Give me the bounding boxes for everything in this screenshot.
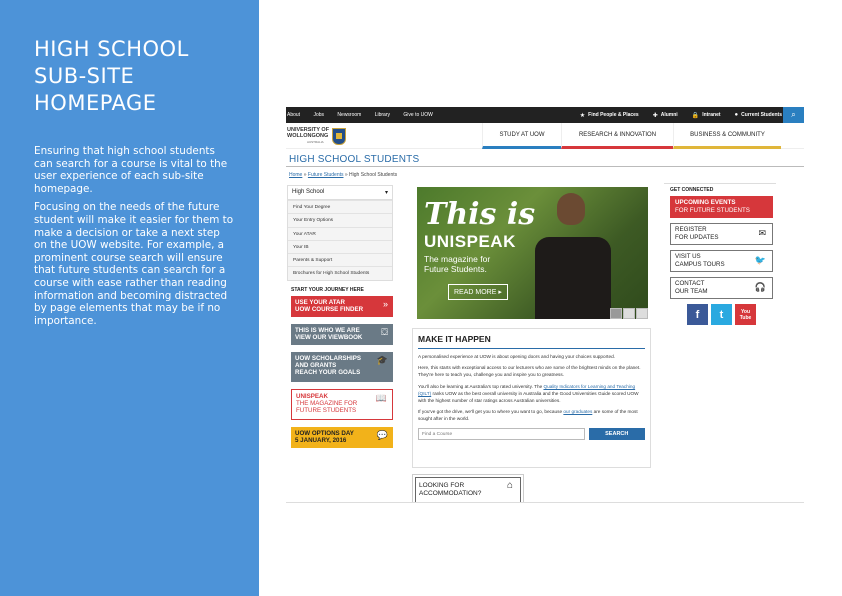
viewbook-button[interactable]: THIS IS WHO WE ARE VIEW OUR VIEWBOOK ⛋ bbox=[291, 324, 393, 345]
mail-icon: ✉ bbox=[758, 228, 766, 238]
menu-header[interactable]: High School ▾ bbox=[288, 186, 392, 200]
unispeak-hero-banner[interactable] bbox=[417, 187, 648, 319]
menu-item[interactable]: Find Your Degree bbox=[288, 200, 392, 213]
link-alumni[interactable]: ✚ Alumni bbox=[652, 112, 678, 119]
course-search-button[interactable]: SEARCH bbox=[589, 428, 645, 440]
graduates-link[interactable]: our graduates bbox=[563, 409, 593, 415]
utility-bar bbox=[286, 107, 804, 123]
breadcrumb-future[interactable]: Future Students bbox=[307, 172, 344, 178]
uow-logo[interactable]: UNIVERSITY OF WOLLONGONG AUSTRALIA bbox=[287, 127, 346, 145]
menu-item[interactable]: Parents & Support bbox=[288, 253, 392, 266]
description-panel bbox=[0, 0, 259, 596]
paragraph: A personalised experience at UOW is about opening doors and having your choices supported. bbox=[418, 354, 615, 359]
utility-right bbox=[566, 107, 782, 123]
register-updates-button[interactable]: REGISTER FOR UPDATES ✉ bbox=[670, 223, 773, 245]
breadcrumb: Home » Future Students » High School Students bbox=[289, 172, 398, 178]
nav-business[interactable]: BUSINESS & COMMUNITY bbox=[673, 123, 781, 149]
hero-subheadline: UNISPEAK bbox=[424, 232, 516, 251]
link-library[interactable]: Library bbox=[374, 112, 391, 118]
panel-title: HIGH SCHOOL SUB-SITE HOMEPAGE bbox=[34, 37, 189, 115]
carousel-dots bbox=[609, 308, 648, 319]
menu-item[interactable]: Your IB bbox=[288, 240, 392, 253]
student-head-illustration bbox=[557, 193, 585, 225]
panel-body bbox=[34, 145, 234, 327]
page-title: HIGH SCHOOL STUDENTS bbox=[289, 154, 420, 165]
mortarboard-icon: 🎓 bbox=[376, 354, 388, 365]
search-icon[interactable]: ⌕ bbox=[783, 107, 804, 123]
link-give[interactable]: Give to UOW bbox=[403, 112, 433, 118]
chat-icon: 💬 bbox=[376, 429, 388, 440]
youtube-icon[interactable]: You Tube bbox=[735, 304, 756, 325]
site-header bbox=[286, 123, 804, 149]
nav-research[interactable]: RESEARCH & INNOVATION bbox=[561, 123, 673, 149]
link-about[interactable]: About bbox=[287, 112, 301, 118]
crest-icon bbox=[332, 128, 346, 145]
link-find-people[interactable]: ★ Find People & Places bbox=[579, 112, 639, 119]
carousel-dot[interactable] bbox=[636, 308, 648, 319]
contact-team-button[interactable]: CONTACT OUR TEAM 🎧 bbox=[670, 277, 773, 299]
hero-tagline: The magazine for Future Students. bbox=[424, 254, 491, 274]
link-intranet[interactable]: 🔒 Intranet bbox=[691, 112, 721, 119]
backpack-illustration bbox=[535, 237, 611, 319]
caret-down-icon: ▾ bbox=[384, 190, 388, 196]
divider bbox=[286, 166, 804, 167]
facebook-icon[interactable]: f bbox=[687, 304, 708, 325]
course-search bbox=[418, 428, 645, 440]
menu-item[interactable]: Your ATAR bbox=[288, 227, 392, 240]
get-connected-column bbox=[664, 183, 776, 325]
double-arrow-icon: » bbox=[382, 298, 388, 309]
campus-tours-button[interactable]: VISIT US CAMPUS TOURS 🐦 bbox=[670, 250, 773, 272]
menu-item[interactable]: Brochures for High School Students bbox=[288, 266, 392, 279]
panel-paragraph: Ensuring that high school students can search for a course is vital to the user experience of each sub-site homepage. bbox=[34, 145, 228, 195]
bird-icon: 🐦 bbox=[754, 255, 766, 265]
scholarships-button[interactable]: UOW SCHOLARSHIPS AND GRANTS REACH YOUR GOALS 🎓 bbox=[291, 352, 393, 382]
user-icon: ● bbox=[734, 112, 739, 118]
book-icon: ⛋ bbox=[381, 326, 388, 337]
upcoming-events-button[interactable]: UPCOMING EVENTS FOR FUTURE STUDENTS bbox=[670, 196, 773, 218]
link-current-students[interactable]: ● Current Students bbox=[734, 112, 782, 118]
accommodation-button[interactable]: LOOKING FOR ACCOMMODATION? ⌂ bbox=[415, 477, 521, 503]
house-icon: ⌂ bbox=[506, 480, 513, 491]
star-icon: ★ bbox=[579, 112, 586, 119]
paragraph: If you've got the drive, we'll get you to where you want to go, because our graduates are some of the most sought after in the world. bbox=[418, 409, 638, 422]
social-links bbox=[687, 304, 776, 325]
make-it-happen-panel bbox=[412, 328, 651, 468]
utility-links bbox=[286, 112, 445, 118]
journey-heading: START YOUR JOURNEY HERE bbox=[291, 286, 364, 293]
headset-icon: 🎧 bbox=[754, 282, 766, 292]
main-nav bbox=[482, 123, 781, 149]
get-connected-heading: GET CONNECTED bbox=[670, 187, 714, 193]
panel-paragraph: Focusing on the needs of the future student will make it easier for them to make a decision or take a next step on the UOW website. For example, a prominent course search will ensure that future students can search for a course with ease rather than reading information and becoming distracted by page elements that may be if no importance. bbox=[34, 201, 234, 327]
read-more-button[interactable]: READ MORE ▸ bbox=[448, 284, 508, 300]
breadcrumb-current: High School Students bbox=[349, 172, 398, 178]
alumni-icon: ✚ bbox=[652, 112, 658, 119]
link-jobs[interactable]: Jobs bbox=[313, 112, 325, 118]
course-search-input[interactable]: Find a Course bbox=[418, 428, 585, 440]
menu-item[interactable]: Your Entry Options bbox=[288, 213, 392, 226]
paragraph: Here, this starts with exceptional access to our lecturers who are some of the brightest minds on the planet. They're here to teach you, challenge you and inspire you to greatness. bbox=[418, 365, 641, 378]
nav-study[interactable]: STUDY AT UOW bbox=[482, 123, 561, 149]
carousel-dot[interactable] bbox=[610, 308, 622, 319]
left-column bbox=[287, 185, 393, 455]
breadcrumb-home[interactable]: Home bbox=[289, 172, 303, 178]
carousel-dot[interactable] bbox=[623, 308, 635, 319]
hero-headline: This is bbox=[424, 197, 536, 232]
qilt-link[interactable]: Quality Indicators for Learning and Teaching (QILT) bbox=[418, 383, 636, 396]
magazine-icon: 📖 bbox=[375, 392, 387, 403]
options-day-button[interactable]: UOW OPTIONS DAY 5 JANUARY, 2016 💬 bbox=[291, 427, 393, 448]
paragraph: You'll also be learning at Australia's top rated university. The Quality Indicators for Learning and Teaching (QILT) ranks UOW as the best overall university in Australia and the Good Universities Guide scored UOW with the highest number of star ratings across Australian universities. bbox=[418, 383, 639, 404]
link-newsroom[interactable]: Newsroom bbox=[337, 112, 362, 118]
unispeak-button[interactable]: UNISPEAK THE MAGAZINE FOR FUTURE STUDENTS 📖 bbox=[291, 389, 393, 420]
lock-icon: 🔒 bbox=[691, 112, 700, 119]
section-menu bbox=[287, 185, 393, 281]
section-heading: MAKE IT HAPPEN bbox=[418, 334, 645, 349]
atar-course-finder-button[interactable]: USE YOUR ATAR UOW COURSE FINDER » bbox=[291, 296, 393, 317]
twitter-icon[interactable]: t bbox=[711, 304, 732, 325]
website-screenshot bbox=[286, 107, 804, 503]
